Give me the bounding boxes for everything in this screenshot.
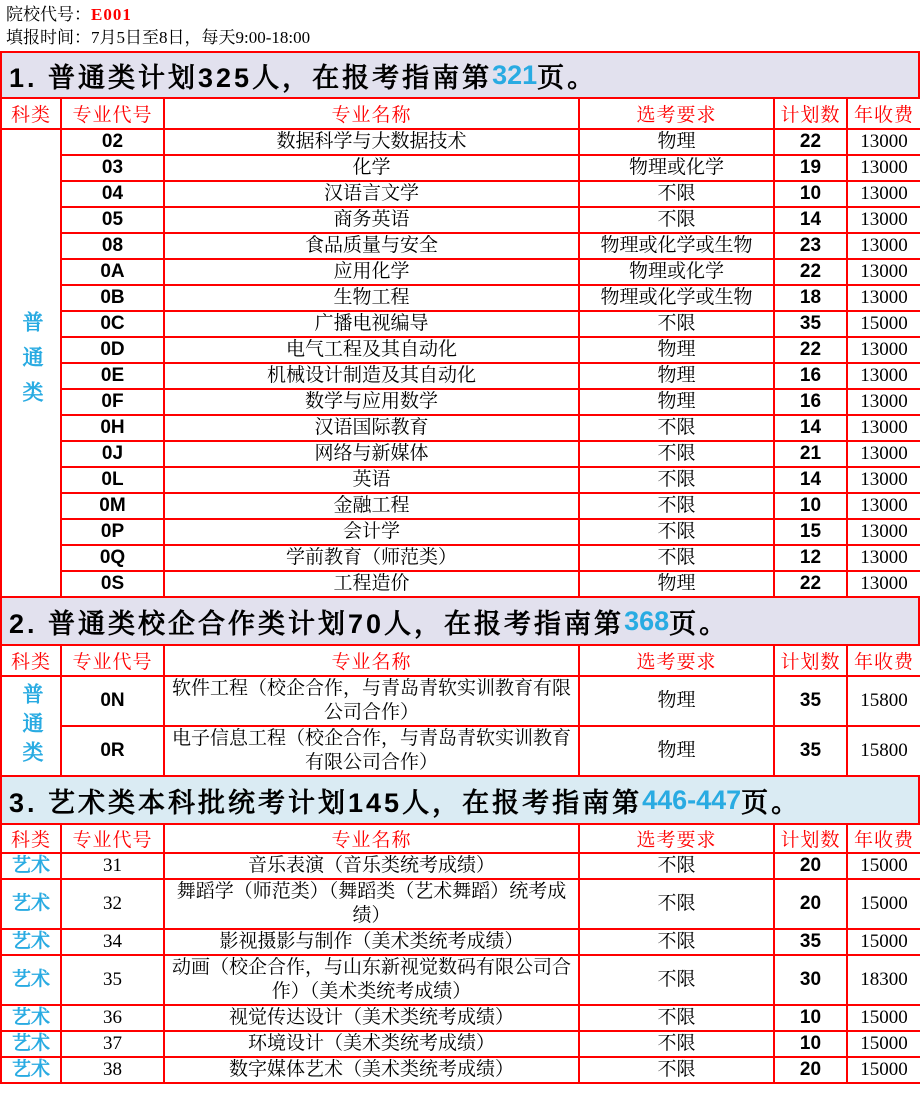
major-name: 工程造价 xyxy=(164,571,579,597)
annual-fee: 13000 xyxy=(847,415,920,441)
subject-requirement: 物理或化学或生物 xyxy=(579,233,774,259)
table-row xyxy=(1,519,920,545)
table-row xyxy=(1,853,920,879)
col-header-category: 科类 xyxy=(1,98,61,129)
category-label: 艺术 xyxy=(1,1031,61,1057)
major-name: 舞蹈学（师范类）（舞蹈类（艺术舞蹈）统考成绩） xyxy=(164,879,579,929)
annual-fee: 15000 xyxy=(847,311,920,337)
major-code: 0D xyxy=(61,337,164,363)
major-code: 02 xyxy=(61,129,164,155)
subject-requirement: 不限 xyxy=(579,955,774,1005)
major-code: 34 xyxy=(61,929,164,955)
col-header-subject-req: 选考要求 xyxy=(579,645,774,676)
table-row xyxy=(1,233,920,259)
school-code-label: 院校代号： xyxy=(6,5,91,24)
major-name: 电子信息工程（校企合作，与青岛青软实训教育有限公司合作） xyxy=(164,726,579,776)
major-name: 音乐表演（音乐类统考成绩） xyxy=(164,853,579,879)
section-1-title-suffix: 页。 xyxy=(537,62,598,93)
annual-fee: 15000 xyxy=(847,879,920,929)
category-label: 普通类 xyxy=(20,682,43,770)
major-name: 机械设计制造及其自动化 xyxy=(164,363,579,389)
major-code: 08 xyxy=(61,233,164,259)
col-header-subject-req: 选考要求 xyxy=(579,824,774,853)
annual-fee: 13000 xyxy=(847,389,920,415)
category-label: 艺术 xyxy=(1,1057,61,1083)
table-row xyxy=(1,337,920,363)
annual-fee: 13000 xyxy=(847,207,920,233)
major-name: 商务英语 xyxy=(164,207,579,233)
table-row xyxy=(1,259,920,285)
subject-requirement: 不限 xyxy=(579,415,774,441)
subject-requirement: 不限 xyxy=(579,519,774,545)
col-header-major-code: 专业代号 xyxy=(61,824,164,853)
annual-fee: 15000 xyxy=(847,1005,920,1031)
major-name: 网络与新媒体 xyxy=(164,441,579,467)
table-row xyxy=(1,955,920,1005)
section-2-title-suffix: 页。 xyxy=(669,608,730,639)
col-header-annual-fee: 年收费 xyxy=(847,645,920,676)
major-name: 生物工程 xyxy=(164,285,579,311)
plan-count: 35 xyxy=(774,676,847,726)
subject-requirement: 不限 xyxy=(579,311,774,337)
section-2-title-text: 2. 普通类校企合作类计划70人，在报考指南第 xyxy=(9,608,625,639)
section-3-title xyxy=(0,777,920,823)
annual-fee: 13000 xyxy=(847,571,920,597)
major-name: 应用化学 xyxy=(164,259,579,285)
subject-requirement: 物理 xyxy=(579,129,774,155)
annual-fee: 15000 xyxy=(847,1031,920,1057)
major-code: 37 xyxy=(61,1031,164,1057)
major-code: 0C xyxy=(61,311,164,337)
major-name: 影视摄影与制作（美术类统考成绩） xyxy=(164,929,579,955)
table-row xyxy=(1,441,920,467)
annual-fee: 13000 xyxy=(847,129,920,155)
subject-requirement: 不限 xyxy=(579,853,774,879)
plan-count: 10 xyxy=(774,1031,847,1057)
major-code: 35 xyxy=(61,955,164,1005)
table-row xyxy=(1,155,920,181)
major-name: 会计学 xyxy=(164,519,579,545)
plan-count: 22 xyxy=(774,129,847,155)
annual-fee: 13000 xyxy=(847,519,920,545)
major-code: 03 xyxy=(61,155,164,181)
table-row xyxy=(1,363,920,389)
table-row xyxy=(1,726,920,776)
section-1-table xyxy=(0,97,920,598)
subject-requirement: 不限 xyxy=(579,207,774,233)
subject-requirement: 不限 xyxy=(579,493,774,519)
annual-fee: 13000 xyxy=(847,233,920,259)
plan-count: 10 xyxy=(774,493,847,519)
table-row xyxy=(1,415,920,441)
plan-count: 22 xyxy=(774,337,847,363)
major-name: 环境设计（美术类统考成绩） xyxy=(164,1031,579,1057)
major-code: 0J xyxy=(61,441,164,467)
subject-requirement: 物理 xyxy=(579,571,774,597)
table-row xyxy=(1,1005,920,1031)
table-row xyxy=(1,929,920,955)
annual-fee: 13000 xyxy=(847,259,920,285)
category-label: 艺术 xyxy=(1,955,61,1005)
subject-requirement: 不限 xyxy=(579,181,774,207)
subject-requirement: 物理 xyxy=(579,363,774,389)
major-name: 学前教育（师范类） xyxy=(164,545,579,571)
table-row xyxy=(1,571,920,597)
subject-requirement: 物理 xyxy=(579,389,774,415)
plan-count: 12 xyxy=(774,545,847,571)
subject-requirement: 不限 xyxy=(579,1031,774,1057)
col-header-major-name: 专业名称 xyxy=(164,824,579,853)
col-header-plan-count: 计划数 xyxy=(774,824,847,853)
col-header-major-code: 专业代号 xyxy=(61,645,164,676)
section-1-guide-page: 321 xyxy=(492,59,538,90)
subject-requirement: 物理或化学 xyxy=(579,155,774,181)
fill-time-label: 填报时间： xyxy=(6,28,91,47)
plan-count: 23 xyxy=(774,233,847,259)
major-code: 0M xyxy=(61,493,164,519)
table-row xyxy=(1,389,920,415)
subject-requirement: 物理或化学 xyxy=(579,259,774,285)
section-3-table xyxy=(0,823,920,1084)
annual-fee: 15000 xyxy=(847,929,920,955)
table-header-row xyxy=(1,98,920,129)
page-header-info xyxy=(0,0,920,51)
plan-count: 35 xyxy=(774,929,847,955)
major-code: 36 xyxy=(61,1005,164,1031)
subject-requirement: 不限 xyxy=(579,1005,774,1031)
subject-requirement: 不限 xyxy=(579,929,774,955)
section-3-title-text: 3. 艺术类本科批统考计划145人，在报考指南第 xyxy=(9,787,643,818)
col-header-major-name: 专业名称 xyxy=(164,645,579,676)
major-code: 0H xyxy=(61,415,164,441)
annual-fee: 13000 xyxy=(847,181,920,207)
annual-fee: 15000 xyxy=(847,853,920,879)
major-name: 汉语言文学 xyxy=(164,181,579,207)
section-2-title xyxy=(0,598,920,644)
col-header-annual-fee: 年收费 xyxy=(847,98,920,129)
col-header-subject-req: 选考要求 xyxy=(579,98,774,129)
major-code: 0F xyxy=(61,389,164,415)
table-row xyxy=(1,676,920,726)
school-code-line xyxy=(6,3,920,26)
category-label: 艺术 xyxy=(1,879,61,929)
major-code: 0A xyxy=(61,259,164,285)
table-row xyxy=(1,129,920,155)
table-row xyxy=(1,1031,920,1057)
category-cell xyxy=(1,676,61,776)
plan-count: 22 xyxy=(774,259,847,285)
major-code: 0L xyxy=(61,467,164,493)
major-code: 38 xyxy=(61,1057,164,1083)
plan-count: 21 xyxy=(774,441,847,467)
col-header-category: 科类 xyxy=(1,824,61,853)
plan-count: 22 xyxy=(774,571,847,597)
annual-fee: 13000 xyxy=(847,493,920,519)
category-label: 艺术 xyxy=(1,853,61,879)
table-row xyxy=(1,545,920,571)
section-1-title-text: 1. 普通类计划325人，在报考指南第 xyxy=(9,62,493,93)
table-row xyxy=(1,467,920,493)
section-1-title xyxy=(0,51,920,97)
major-code: 04 xyxy=(61,181,164,207)
subject-requirement: 物理 xyxy=(579,726,774,776)
col-header-plan-count: 计划数 xyxy=(774,645,847,676)
plan-count: 16 xyxy=(774,363,847,389)
major-code: 32 xyxy=(61,879,164,929)
subject-requirement: 物理 xyxy=(579,337,774,363)
plan-count: 18 xyxy=(774,285,847,311)
plan-count: 20 xyxy=(774,1057,847,1083)
major-name: 数据科学与大数据技术 xyxy=(164,129,579,155)
major-name: 软件工程（校企合作，与青岛青软实训教育有限公司合作） xyxy=(164,676,579,726)
plan-count: 35 xyxy=(774,726,847,776)
fill-time-line xyxy=(6,26,920,49)
section-3-guide-page: 446-447 xyxy=(642,784,742,815)
annual-fee: 18300 xyxy=(847,955,920,1005)
plan-count: 20 xyxy=(774,879,847,929)
category-label: 艺术 xyxy=(1,929,61,955)
major-name: 动画（校企合作，与山东新视觉数码有限公司合作）（美术类统考成绩） xyxy=(164,955,579,1005)
plan-count: 20 xyxy=(774,853,847,879)
major-name: 汉语国际教育 xyxy=(164,415,579,441)
table-row xyxy=(1,285,920,311)
subject-requirement: 物理或化学或生物 xyxy=(579,285,774,311)
subject-requirement: 不限 xyxy=(579,441,774,467)
table-row xyxy=(1,879,920,929)
section-3-title-suffix: 页。 xyxy=(741,787,802,818)
major-code: 05 xyxy=(61,207,164,233)
annual-fee: 13000 xyxy=(847,155,920,181)
category-label: 普通类 xyxy=(20,310,43,416)
annual-fee: 13000 xyxy=(847,285,920,311)
major-code: 0E xyxy=(61,363,164,389)
subject-requirement: 不限 xyxy=(579,545,774,571)
table-row xyxy=(1,207,920,233)
col-header-major-code: 专业代号 xyxy=(61,98,164,129)
major-code: 0S xyxy=(61,571,164,597)
major-code: 0R xyxy=(61,726,164,776)
major-code: 0Q xyxy=(61,545,164,571)
subject-requirement: 不限 xyxy=(579,467,774,493)
annual-fee: 15000 xyxy=(847,1057,920,1083)
major-name: 视觉传达设计（美术类统考成绩） xyxy=(164,1005,579,1031)
major-name: 广播电视编导 xyxy=(164,311,579,337)
plan-count: 30 xyxy=(774,955,847,1005)
subject-requirement: 不限 xyxy=(579,879,774,929)
fill-time-value: 7月5日至8日，每天9:00-18:00 xyxy=(91,28,311,47)
major-code: 0B xyxy=(61,285,164,311)
table-row xyxy=(1,311,920,337)
plan-count: 10 xyxy=(774,1005,847,1031)
plan-count: 35 xyxy=(774,311,847,337)
annual-fee: 15800 xyxy=(847,676,920,726)
major-code: 0P xyxy=(61,519,164,545)
annual-fee: 13000 xyxy=(847,337,920,363)
table-row xyxy=(1,181,920,207)
annual-fee: 13000 xyxy=(847,545,920,571)
subject-requirement: 物理 xyxy=(579,676,774,726)
category-label: 艺术 xyxy=(1,1005,61,1031)
major-name: 数学与应用数学 xyxy=(164,389,579,415)
table-header-row xyxy=(1,824,920,853)
section-2-table xyxy=(0,644,920,777)
major-name: 食品质量与安全 xyxy=(164,233,579,259)
annual-fee: 13000 xyxy=(847,363,920,389)
plan-count: 15 xyxy=(774,519,847,545)
plan-count: 14 xyxy=(774,415,847,441)
col-header-plan-count: 计划数 xyxy=(774,98,847,129)
table-row xyxy=(1,1057,920,1083)
annual-fee: 15800 xyxy=(847,726,920,776)
plan-count: 14 xyxy=(774,467,847,493)
major-name: 化学 xyxy=(164,155,579,181)
section-2-guide-page: 368 xyxy=(624,605,670,636)
major-name: 电气工程及其自动化 xyxy=(164,337,579,363)
plan-count: 19 xyxy=(774,155,847,181)
school-code-value: E001 xyxy=(91,5,132,24)
table-header-row xyxy=(1,645,920,676)
major-name: 金融工程 xyxy=(164,493,579,519)
col-header-annual-fee: 年收费 xyxy=(847,824,920,853)
annual-fee: 13000 xyxy=(847,441,920,467)
subject-requirement: 不限 xyxy=(579,1057,774,1083)
major-name: 数字媒体艺术（美术类统考成绩） xyxy=(164,1057,579,1083)
annual-fee: 13000 xyxy=(847,467,920,493)
major-code: 31 xyxy=(61,853,164,879)
major-code: 0N xyxy=(61,676,164,726)
major-name: 英语 xyxy=(164,467,579,493)
col-header-major-name: 专业名称 xyxy=(164,98,579,129)
category-cell xyxy=(1,129,61,597)
plan-count: 10 xyxy=(774,181,847,207)
plan-count: 14 xyxy=(774,207,847,233)
plan-count: 16 xyxy=(774,389,847,415)
table-row xyxy=(1,493,920,519)
col-header-category: 科类 xyxy=(1,645,61,676)
